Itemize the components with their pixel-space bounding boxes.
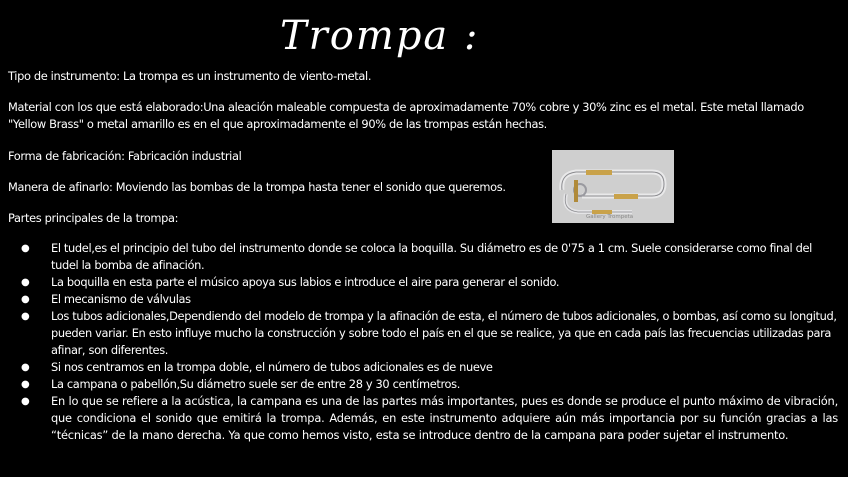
bullet-icon: ● — [21, 243, 30, 254]
list-item: ● Los tubos adicionales,Dependiendo del modelo de trompa y la afinación de esta, el número de tubos adicionales, o bombas, así como su longitud, pueden variar. En esto influye mucho la construcción y sobre todo el país en el que se realice, ya que en cada país las frecuencias utilizadas para afinar, son diferentes. — [21, 309, 837, 357]
bullet-icon: ● — [21, 362, 30, 373]
list-item: ● El mecanismo de válvulas — [21, 292, 191, 306]
tuning-slide-photo — [552, 150, 674, 223]
bullet-icon: ● — [21, 311, 30, 322]
page-title: Trompa : — [280, 13, 480, 59]
photo-credit: Gallery Trompeta — [586, 214, 634, 220]
list-item: ● Si nos centramos en la trompa doble, el número de tubos adicionales es de nueve — [21, 360, 493, 374]
bullet-icon: ● — [21, 277, 30, 288]
list-item: ● La boquilla en esta parte el músico apoya sus labios e introduce el aire para generar el sonido. — [21, 275, 560, 289]
tuning-text: Manera de afinarlo: Moviendo las bombas de la trompa hasta tener el sonido que queremos. — [8, 180, 506, 194]
parts-list — [0, 240, 838, 444]
list-item: ● En lo que se refiere a la acústica, la campana es una de las partes más importantes, pues es donde se produce el punto máximo de vibración, que condiciona el sonido que emitirá la trompa. Además, en este instrumento adquiere aún más importancia por su función gracias a las “técnicas” de la mano derecha. Ya que como hemos visto, esta se introduce dentro de la campana para poder sujetar el instrumento. — [21, 394, 838, 442]
material-text: Material con los que está elaborado:Una aleación maleable compuesta de aproximadamente 70% cobre y 30% zinc es el metal. Este metal llamado "Yellow Brass" o metal amarillo es en el que aproximadamente el 90% de las trompas están hechas. — [8, 100, 804, 131]
bullet-icon: ● — [21, 396, 30, 407]
instrument-type-text: Tipo de instrumento: La trompa es un instrumento de viento-metal. — [8, 69, 372, 83]
list-item: ● El tudel,es el principio del tubo del instrumento donde se coloca la boquilla. Su diámetro es de 0'75 a 1 cm. Suele considerarse como final del tudel la bomba de afinación. — [21, 241, 812, 272]
parts-heading: Partes principales de la trompa: — [8, 211, 179, 225]
list-item: ● La campana o pabellón,Su diámetro suele ser de entre 28 y 30 centímetros. — [21, 377, 461, 391]
bullet-icon: ● — [21, 294, 30, 305]
fabrication-text: Forma de fabricación: Fabricación industrial — [8, 149, 242, 163]
bullet-icon: ● — [21, 379, 30, 390]
